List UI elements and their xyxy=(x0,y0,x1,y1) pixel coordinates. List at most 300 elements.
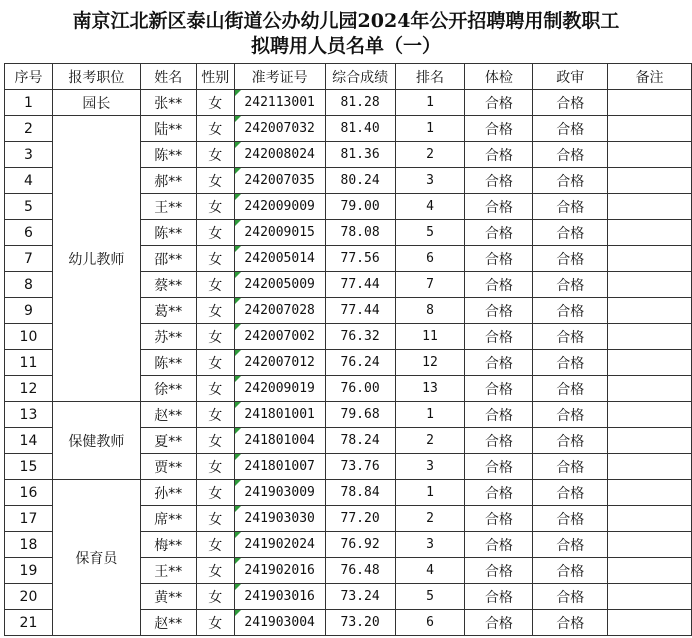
rank-cell xyxy=(395,246,465,272)
physical-exam-cell xyxy=(465,454,533,480)
exam-id-cell-text: 242113001 xyxy=(244,95,315,110)
name-cell xyxy=(140,324,196,350)
exam-id-cell-text: 241801004 xyxy=(244,433,315,448)
gender-cell-text: 女 xyxy=(208,537,223,554)
row-number-cell-text: 1 xyxy=(24,94,33,111)
physical-exam-cell-text: 合格 xyxy=(484,407,513,424)
row-number-cell xyxy=(5,558,53,584)
exam-id-cell xyxy=(234,454,325,480)
note-cell xyxy=(608,298,692,324)
gender-cell xyxy=(196,220,234,246)
political-review-cell-text: 合格 xyxy=(556,147,585,164)
political-review-cell-text: 合格 xyxy=(556,407,585,424)
gender-cell-text: 女 xyxy=(208,329,223,346)
row-number-cell-text: 6 xyxy=(24,224,33,241)
gender-cell-text: 女 xyxy=(208,615,223,632)
physical-exam-cell xyxy=(465,376,533,402)
political-review-cell-text: 合格 xyxy=(556,381,585,398)
name-cell xyxy=(140,350,196,376)
physical-exam-cell-text: 合格 xyxy=(484,459,513,476)
gender-cell xyxy=(196,116,234,142)
name-cell xyxy=(140,428,196,454)
physical-exam-cell xyxy=(465,610,533,636)
exam-id-cell-text: 242007002 xyxy=(244,329,315,344)
cell-marker-icon xyxy=(235,506,241,512)
political-review-cell xyxy=(533,558,608,584)
row-number-cell-text: 2 xyxy=(24,120,33,137)
political-review-cell-text: 合格 xyxy=(556,511,585,528)
physical-exam-cell-text: 合格 xyxy=(484,95,513,112)
score-cell xyxy=(325,220,395,246)
exam-id-cell xyxy=(234,428,325,454)
rank-cell xyxy=(395,402,465,428)
rank-cell-text: 7 xyxy=(426,277,434,292)
gender-cell-text: 女 xyxy=(208,95,223,112)
exam-id-cell-text: 242007012 xyxy=(244,355,315,370)
gender-cell-text: 女 xyxy=(208,277,223,294)
name-cell xyxy=(140,558,196,584)
note-cell xyxy=(608,168,692,194)
row-number-cell xyxy=(5,376,53,402)
score-cell-text: 77.20 xyxy=(340,511,380,526)
physical-exam-cell-text: 合格 xyxy=(484,121,513,138)
note-cell xyxy=(608,194,692,220)
name-cell xyxy=(140,246,196,272)
row-number-cell xyxy=(5,220,53,246)
name-cell-text: 徐** xyxy=(154,381,183,398)
rank-cell xyxy=(395,350,465,376)
physical-exam-cell xyxy=(465,324,533,350)
exam-id-cell-text: 242007035 xyxy=(244,173,315,188)
rank-cell xyxy=(395,480,465,506)
row-number-cell xyxy=(5,350,53,376)
row-number-cell-text: 10 xyxy=(19,328,38,345)
note-cell xyxy=(608,532,692,558)
political-review-cell xyxy=(533,584,608,610)
row-number-cell-text: 15 xyxy=(19,458,38,475)
position-cell: 园长 xyxy=(52,90,140,116)
row-number-cell-text: 7 xyxy=(24,250,33,267)
cell-marker-icon xyxy=(235,454,241,460)
political-review-cell xyxy=(533,246,608,272)
rank-cell xyxy=(395,532,465,558)
header-no: 序号 xyxy=(5,64,53,90)
score-cell xyxy=(325,558,395,584)
political-review-cell xyxy=(533,376,608,402)
exam-id-cell xyxy=(234,584,325,610)
score-cell xyxy=(325,272,395,298)
row-number-cell-text: 13 xyxy=(19,406,38,423)
exam-id-cell-text: 241903004 xyxy=(244,615,315,630)
exam-id-cell-text: 242009009 xyxy=(244,199,315,214)
cell-marker-icon xyxy=(235,194,241,200)
exam-id-cell xyxy=(234,532,325,558)
rank-cell-text: 11 xyxy=(422,329,438,344)
cell-marker-icon xyxy=(235,428,241,434)
exam-id-cell xyxy=(234,142,325,168)
political-review-cell-text: 合格 xyxy=(556,563,585,580)
score-cell-text: 77.56 xyxy=(340,251,380,266)
name-cell xyxy=(140,376,196,402)
name-cell-text: 邵** xyxy=(154,251,183,268)
row-number-cell-text: 9 xyxy=(24,302,33,319)
score-cell-text: 78.08 xyxy=(340,225,380,240)
physical-exam-cell-text: 合格 xyxy=(484,381,513,398)
note-cell xyxy=(608,142,692,168)
cell-marker-icon xyxy=(235,298,241,304)
rank-cell xyxy=(395,90,465,116)
cell-marker-icon xyxy=(235,324,241,330)
score-cell-text: 73.20 xyxy=(340,615,380,630)
political-review-cell xyxy=(533,194,608,220)
rank-cell-text: 3 xyxy=(426,537,434,552)
cell-marker-icon xyxy=(235,168,241,174)
row-number-cell-text: 19 xyxy=(19,562,38,579)
score-cell xyxy=(325,194,395,220)
rank-cell xyxy=(395,584,465,610)
physical-exam-cell xyxy=(465,428,533,454)
gender-cell xyxy=(196,454,234,480)
header-exam-id: 准考证号 xyxy=(234,64,325,90)
exam-id-cell xyxy=(234,324,325,350)
score-cell xyxy=(325,454,395,480)
exam-id-cell-text: 242005009 xyxy=(244,277,315,292)
note-cell xyxy=(608,350,692,376)
political-review-cell xyxy=(533,350,608,376)
rank-cell xyxy=(395,194,465,220)
name-cell-text: 陈** xyxy=(154,355,183,372)
name-cell-text: 蔡** xyxy=(154,277,183,294)
exam-id-cell-text: 242007032 xyxy=(244,121,315,136)
physical-exam-cell-text: 合格 xyxy=(484,199,513,216)
row-number-cell xyxy=(5,194,53,220)
gender-cell xyxy=(196,610,234,636)
gender-cell xyxy=(196,350,234,376)
score-cell-text: 81.40 xyxy=(340,121,380,136)
score-cell xyxy=(325,480,395,506)
note-cell xyxy=(608,454,692,480)
exam-id-cell xyxy=(234,610,325,636)
header-gender: 性别 xyxy=(196,64,234,90)
note-cell xyxy=(608,506,692,532)
score-cell-text: 79.68 xyxy=(340,407,380,422)
row-number-cell-text: 8 xyxy=(24,276,33,293)
name-cell-text: 贾** xyxy=(154,459,183,476)
political-review-cell xyxy=(533,220,608,246)
rank-cell-text: 4 xyxy=(426,563,434,578)
score-cell xyxy=(325,350,395,376)
row-number-cell-text: 14 xyxy=(19,432,38,449)
political-review-cell-text: 合格 xyxy=(556,355,585,372)
position-cell: 保育员 xyxy=(52,480,140,636)
political-review-cell xyxy=(533,90,608,116)
note-cell xyxy=(608,584,692,610)
political-review-cell-text: 合格 xyxy=(556,277,585,294)
cell-marker-icon xyxy=(235,480,241,486)
physical-exam-cell xyxy=(465,532,533,558)
name-cell xyxy=(140,402,196,428)
note-cell xyxy=(608,376,692,402)
rank-cell xyxy=(395,376,465,402)
gender-cell xyxy=(196,558,234,584)
exam-id-cell xyxy=(234,558,325,584)
exam-id-cell xyxy=(234,350,325,376)
exam-id-cell xyxy=(234,90,325,116)
physical-exam-cell xyxy=(465,584,533,610)
score-cell-text: 76.24 xyxy=(340,355,380,370)
row-number-cell-text: 21 xyxy=(19,614,38,631)
rank-cell xyxy=(395,428,465,454)
note-cell xyxy=(608,90,692,116)
name-cell xyxy=(140,454,196,480)
header-political: 政审 xyxy=(533,64,608,90)
header-note: 备注 xyxy=(608,64,692,90)
name-cell-text: 苏** xyxy=(154,329,183,346)
cell-marker-icon xyxy=(235,90,241,96)
rank-cell-text: 4 xyxy=(426,199,434,214)
gender-cell-text: 女 xyxy=(208,459,223,476)
exam-id-cell xyxy=(234,272,325,298)
name-cell xyxy=(140,90,196,116)
gender-cell-text: 女 xyxy=(208,147,223,164)
exam-id-cell-text: 242007028 xyxy=(244,303,315,318)
physical-exam-cell-text: 合格 xyxy=(484,511,513,528)
exam-id-cell-text: 242005014 xyxy=(244,251,315,266)
score-cell-text: 76.32 xyxy=(340,329,380,344)
row-number-cell xyxy=(5,116,53,142)
name-cell-text: 郝** xyxy=(154,173,183,190)
cell-marker-icon xyxy=(235,116,241,122)
score-cell-text: 78.24 xyxy=(340,433,380,448)
gender-cell-text: 女 xyxy=(208,173,223,190)
note-cell xyxy=(608,480,692,506)
note-cell xyxy=(608,272,692,298)
rank-cell-text: 2 xyxy=(426,511,434,526)
row-number-cell xyxy=(5,584,53,610)
score-cell xyxy=(325,246,395,272)
exam-id-cell-text: 241903030 xyxy=(244,511,315,526)
exam-id-cell-text: 242009015 xyxy=(244,225,315,240)
rank-cell-text: 1 xyxy=(426,407,434,422)
gender-cell xyxy=(196,532,234,558)
political-review-cell xyxy=(533,480,608,506)
physical-exam-cell-text: 合格 xyxy=(484,251,513,268)
gender-cell xyxy=(196,402,234,428)
physical-exam-cell-text: 合格 xyxy=(484,563,513,580)
exam-id-cell-text: 241801007 xyxy=(244,459,315,474)
political-review-cell-text: 合格 xyxy=(556,121,585,138)
gender-cell-text: 女 xyxy=(208,225,223,242)
physical-exam-cell xyxy=(465,142,533,168)
row-number-cell-text: 5 xyxy=(24,198,33,215)
gender-cell xyxy=(196,272,234,298)
physical-exam-cell xyxy=(465,298,533,324)
exam-id-cell xyxy=(234,298,325,324)
gender-cell xyxy=(196,168,234,194)
name-cell xyxy=(140,116,196,142)
political-review-cell xyxy=(533,532,608,558)
cell-marker-icon xyxy=(235,350,241,356)
political-review-cell-text: 合格 xyxy=(556,225,585,242)
political-review-cell-text: 合格 xyxy=(556,459,585,476)
name-cell xyxy=(140,584,196,610)
rank-cell-text: 3 xyxy=(426,173,434,188)
name-cell xyxy=(140,168,196,194)
score-cell xyxy=(325,142,395,168)
gender-cell-text: 女 xyxy=(208,485,223,502)
gender-cell-text: 女 xyxy=(208,251,223,268)
rank-cell xyxy=(395,610,465,636)
gender-cell xyxy=(196,506,234,532)
row-number-cell-text: 11 xyxy=(19,354,38,371)
score-cell-text: 79.00 xyxy=(340,199,380,214)
gender-cell xyxy=(196,480,234,506)
physical-exam-cell xyxy=(465,402,533,428)
score-cell-text: 78.84 xyxy=(340,485,380,500)
political-review-cell xyxy=(533,610,608,636)
gender-cell-text: 女 xyxy=(208,563,223,580)
physical-exam-cell xyxy=(465,194,533,220)
gender-cell xyxy=(196,298,234,324)
rank-cell-text: 5 xyxy=(426,225,434,240)
rank-cell-text: 5 xyxy=(426,589,434,604)
exam-id-cell xyxy=(234,220,325,246)
row-number-cell xyxy=(5,90,53,116)
cell-marker-icon xyxy=(235,376,241,382)
political-review-cell-text: 合格 xyxy=(556,303,585,320)
note-cell xyxy=(608,428,692,454)
exam-id-cell-text: 241902024 xyxy=(244,537,315,552)
note-cell xyxy=(608,324,692,350)
gender-cell-text: 女 xyxy=(208,589,223,606)
row-number-cell xyxy=(5,506,53,532)
rank-cell-text: 3 xyxy=(426,459,434,474)
name-cell-text: 孙** xyxy=(154,485,183,502)
rank-cell-text: 2 xyxy=(426,433,434,448)
gender-cell-text: 女 xyxy=(208,355,223,372)
political-review-cell-text: 合格 xyxy=(556,615,585,632)
score-cell-text: 77.44 xyxy=(340,303,380,318)
score-cell-text: 73.24 xyxy=(340,589,380,604)
cell-marker-icon xyxy=(235,584,241,590)
row-number-cell-text: 16 xyxy=(19,484,38,501)
name-cell-text: 席** xyxy=(154,511,183,528)
position-cell: 幼儿教师 xyxy=(52,116,140,402)
exam-id-cell-text: 242008024 xyxy=(244,147,315,162)
score-cell-text: 76.48 xyxy=(340,563,380,578)
political-review-cell xyxy=(533,324,608,350)
gender-cell xyxy=(196,142,234,168)
rank-cell-text: 8 xyxy=(426,303,434,318)
name-cell-text: 梅** xyxy=(154,537,183,554)
score-cell-text: 81.36 xyxy=(340,147,380,162)
table-row xyxy=(5,116,692,142)
note-cell xyxy=(608,402,692,428)
physical-exam-cell-text: 合格 xyxy=(484,303,513,320)
gender-cell-text: 女 xyxy=(208,433,223,450)
name-cell xyxy=(140,142,196,168)
name-cell-text: 赵** xyxy=(154,407,183,424)
physical-exam-cell-text: 合格 xyxy=(484,485,513,502)
gender-cell-text: 女 xyxy=(208,199,223,216)
gender-cell-text: 女 xyxy=(208,381,223,398)
name-cell-text: 赵** xyxy=(154,615,183,632)
score-cell xyxy=(325,610,395,636)
political-review-cell-text: 合格 xyxy=(556,537,585,554)
note-cell xyxy=(608,220,692,246)
table-row xyxy=(5,480,692,506)
header-rank: 排名 xyxy=(395,64,465,90)
physical-exam-cell xyxy=(465,272,533,298)
row-number-cell-text: 17 xyxy=(19,510,38,527)
score-cell-text: 77.44 xyxy=(340,277,380,292)
header-physical: 体检 xyxy=(465,64,533,90)
name-cell xyxy=(140,532,196,558)
gender-cell-text: 女 xyxy=(208,303,223,320)
rank-cell xyxy=(395,506,465,532)
rank-cell-text: 6 xyxy=(426,615,434,630)
cell-marker-icon xyxy=(235,558,241,564)
row-number-cell xyxy=(5,454,53,480)
name-cell-text: 陈** xyxy=(154,225,183,242)
rank-cell xyxy=(395,168,465,194)
gender-cell-text: 女 xyxy=(208,407,223,424)
row-number-cell xyxy=(5,246,53,272)
score-cell xyxy=(325,506,395,532)
gender-cell xyxy=(196,428,234,454)
rank-cell-text: 1 xyxy=(426,485,434,500)
exam-id-cell xyxy=(234,116,325,142)
rank-cell-text: 1 xyxy=(426,95,434,110)
cell-marker-icon xyxy=(235,532,241,538)
document-subtitle: 拟聘用人员名单（一） xyxy=(250,35,441,57)
rank-cell xyxy=(395,272,465,298)
political-review-cell xyxy=(533,454,608,480)
physical-exam-cell xyxy=(465,350,533,376)
rank-cell-text: 12 xyxy=(422,355,438,370)
physical-exam-cell xyxy=(465,480,533,506)
row-number-cell xyxy=(5,324,53,350)
document-title: 南京江北新区泰山街道公办幼儿园2024年公开招聘聘用制教职工 xyxy=(72,10,620,32)
score-cell xyxy=(325,402,395,428)
score-cell xyxy=(325,90,395,116)
political-review-cell xyxy=(533,428,608,454)
physical-exam-cell-text: 合格 xyxy=(484,355,513,372)
name-cell-text: 夏** xyxy=(154,433,183,450)
rank-cell-text: 13 xyxy=(422,381,438,396)
note-cell xyxy=(608,558,692,584)
name-cell xyxy=(140,272,196,298)
rank-cell xyxy=(395,142,465,168)
row-number-cell xyxy=(5,480,53,506)
physical-exam-cell-text: 合格 xyxy=(484,329,513,346)
gender-cell xyxy=(196,246,234,272)
rank-cell-text: 2 xyxy=(426,147,434,162)
physical-exam-cell xyxy=(465,246,533,272)
physical-exam-cell-text: 合格 xyxy=(484,147,513,164)
physical-exam-cell-text: 合格 xyxy=(484,173,513,190)
header-row xyxy=(5,64,692,90)
physical-exam-cell xyxy=(465,116,533,142)
physical-exam-cell-text: 合格 xyxy=(484,537,513,554)
cell-marker-icon xyxy=(235,246,241,252)
score-cell-text: 76.92 xyxy=(340,537,380,552)
exam-id-cell xyxy=(234,194,325,220)
political-review-cell xyxy=(533,272,608,298)
political-review-cell-text: 合格 xyxy=(556,95,585,112)
row-number-cell xyxy=(5,402,53,428)
name-cell-text: 陈** xyxy=(154,147,183,164)
